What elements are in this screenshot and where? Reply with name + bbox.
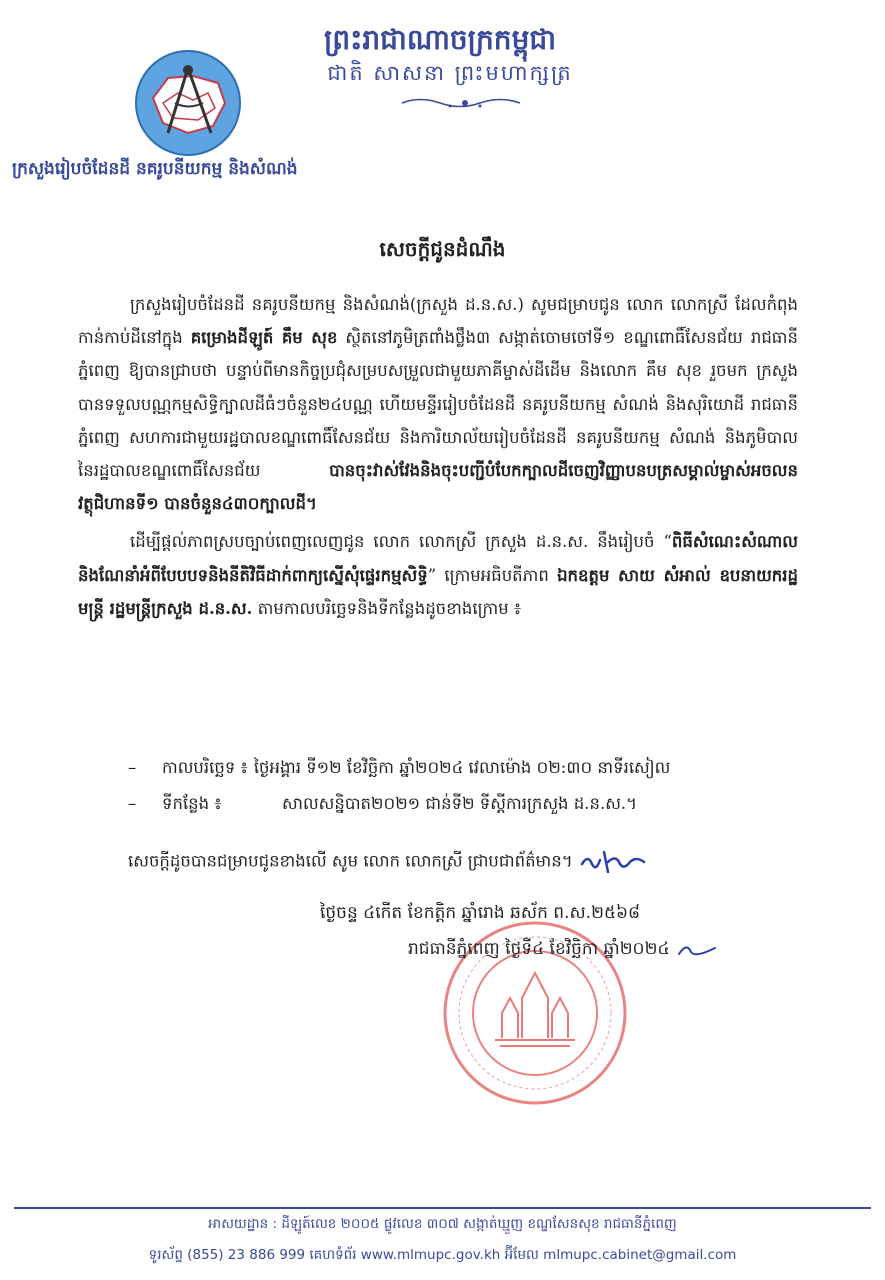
paragraph-2 [78, 525, 798, 625]
paragraph-2-text-d: តាមកាលបរិច្ឆេទនិងទីកន្លែងដូចខាងក្រោម ៖ [252, 598, 522, 618]
schedule-list [128, 750, 808, 822]
schedule-date-row [128, 750, 808, 786]
kingdom-title: ព្រះរាជាណាចក្រកម្ពុជា [323, 23, 556, 56]
schedule-place-value: សាលសន្និបាត២០២១ ជាន់ទី២ ទីស្តីការក្រសួង ដ.ន.ស.។ [282, 794, 638, 813]
paragraph-1 [78, 288, 798, 520]
initial-signature-icon [578, 848, 648, 876]
paragraph-1-bold-result: បានចុះវាស់វែងនិងចុះបញ្ជីបំបែកក្បាលដីចេញវិញ្ញាបនបត្រសម្គាល់ម្ចាស់អចលនវត្ថុជិហានទី១ បានចំនួន៤៣០ក្បាលដី។ [78, 461, 798, 514]
body-text [78, 288, 798, 625]
signature-mark-icon [675, 940, 719, 960]
schedule-place-row [128, 786, 808, 822]
closing-text [128, 848, 808, 876]
presiding-official: ឯកឧត្តម សាយ សំអាល់ ឧបនាយករដ្ឋមន្ត្រី រដ្ឋមន្ត្រីក្រសួង ដ.ន.ស. [78, 565, 798, 618]
footer-divider [14, 1207, 871, 1209]
closing-sentence: សេចក្តីដូចបានជម្រាបជូនខាងលើ សូម លោក លោកស្រី ជ្រាបជាព័ត៌មាន។ [128, 851, 573, 871]
solar-date-text: រាជធានីភ្នំពេញ ថ្ងៃទី៤ ខែវិច្ឆិកា ឆ្នាំ២០២៤ [408, 939, 670, 959]
project-name: គម្រោងដីឡូត៍ គឹម សុខ [190, 328, 338, 348]
lunar-date: ថ្ងៃចន្ទ ៤កើត ខែកត្តិក ឆ្នាំរោង ឆស័ក ព.ស.២៥៦៨ [320, 903, 641, 923]
paragraph-1-text-c: ស្ថិតនៅភូមិត្រពាំងថ្លឹង៣ សង្កាត់ចោមចៅទី១ ខណ្ឌពោធិ៍សែនជ័យ រាជធានីភ្នំពេញ ឱ្យបានជ្រាបថា បន្ទាប់ពីមានកិច្ចប្រជុំសម្របសម្រួលជាមួយភាគីម្ចាស់ដីដើម និងលោក គឹម សុខ រួចមក ក្រសួងបានទទួលបណ្ណកម្មសិទ្ធិក្បាលដីធំៗចំនួន២៤បណ្ណ ហើយមន្ទីររៀបចំដែនដី នគរូបនីយកម្ម សំណង់ និងសុរិយោដី រាជធានីភ្នំពេញ សហការជាមួយរដ្ឋបាលខណ្ឌពោធិ៍សែនជ័យ និងការិយាល័យរៀបចំដែនដី នគរូបនីយកម្ម សំណង់ និងភូមិបាល នៃរដ្ឋបាលខណ្ឌពោធិ៍សែនជ័យ [78, 328, 798, 481]
ornament-divider [400, 96, 530, 110]
list-dash: – [128, 758, 137, 777]
paragraph-1-text-a: ក្រសួងរៀបចំដែនដី នគរូបនីយកម្ម និងសំណង់(ក្រសួង ដ.ន.ស.) សូមជម្រាបជូន លោក លោកស្រី ដែលកំពុងកាន់កាប់ដីនៅក្នុង [78, 295, 798, 348]
footer-contact: ទូរស័ព្ទ (855) 23 886 999 គេហទំព័រ www.mlmupc.gov.kh អ៊ីមែល mlmupc.cabinet@gmail.com [148, 1247, 737, 1263]
national-motto: ជាតិ សាសនា ព្រះមហាក្សត្រ [327, 61, 573, 85]
list-dash: – [128, 794, 137, 813]
schedule-date-value: ថ្ងៃអង្គារ ទី១២ ខែវិច្ឆិកា ឆ្នាំ២០២៤ វេលាម៉ោង ០២:៣០ នាទីរសៀល [253, 758, 671, 777]
paragraph-2-text-c: ” ក្រោមអធិបតីភាព [427, 565, 558, 585]
ceremony-name: ពិធីសំណេះសំណាល និងណែនាំអំពីបែបបទនិងនីតិវិធីដាក់ពាក្យស្នើសុំផ្ទេរកម្មសិទ្ធិ [78, 532, 798, 585]
solar-date [408, 938, 808, 963]
footer-address: អាសយដ្ឋាន : ដីឡូត៍លេខ ២០០៥ ផ្លូវលេខ ៣០៧ សង្កាត់ឃ្មួញ ខណ្ឌសែនសុខ រាជធានីភ្នំពេញ [208, 1216, 677, 1232]
schedule-date-label: កាលបរិច្ឆេទ ៖ [162, 758, 248, 777]
schedule-place-label: ទីកន្លែង ៖ [162, 794, 222, 813]
paragraph-2-text-a: ដើម្បីផ្តល់ភាពស្របច្បាប់ពេញលេញជូន លោក លោកស្រី ក្រសួង ដ.ន.ស. នឹងរៀបចំ “ [130, 532, 672, 552]
ministry-name: ក្រសួងរៀបចំដែនដី នគរូបនីយកម្ម និងសំណង់ [12, 159, 298, 179]
document-title: សេចក្តីជូនដំណឹង [379, 237, 506, 261]
ministry-logo-icon [133, 48, 243, 158]
